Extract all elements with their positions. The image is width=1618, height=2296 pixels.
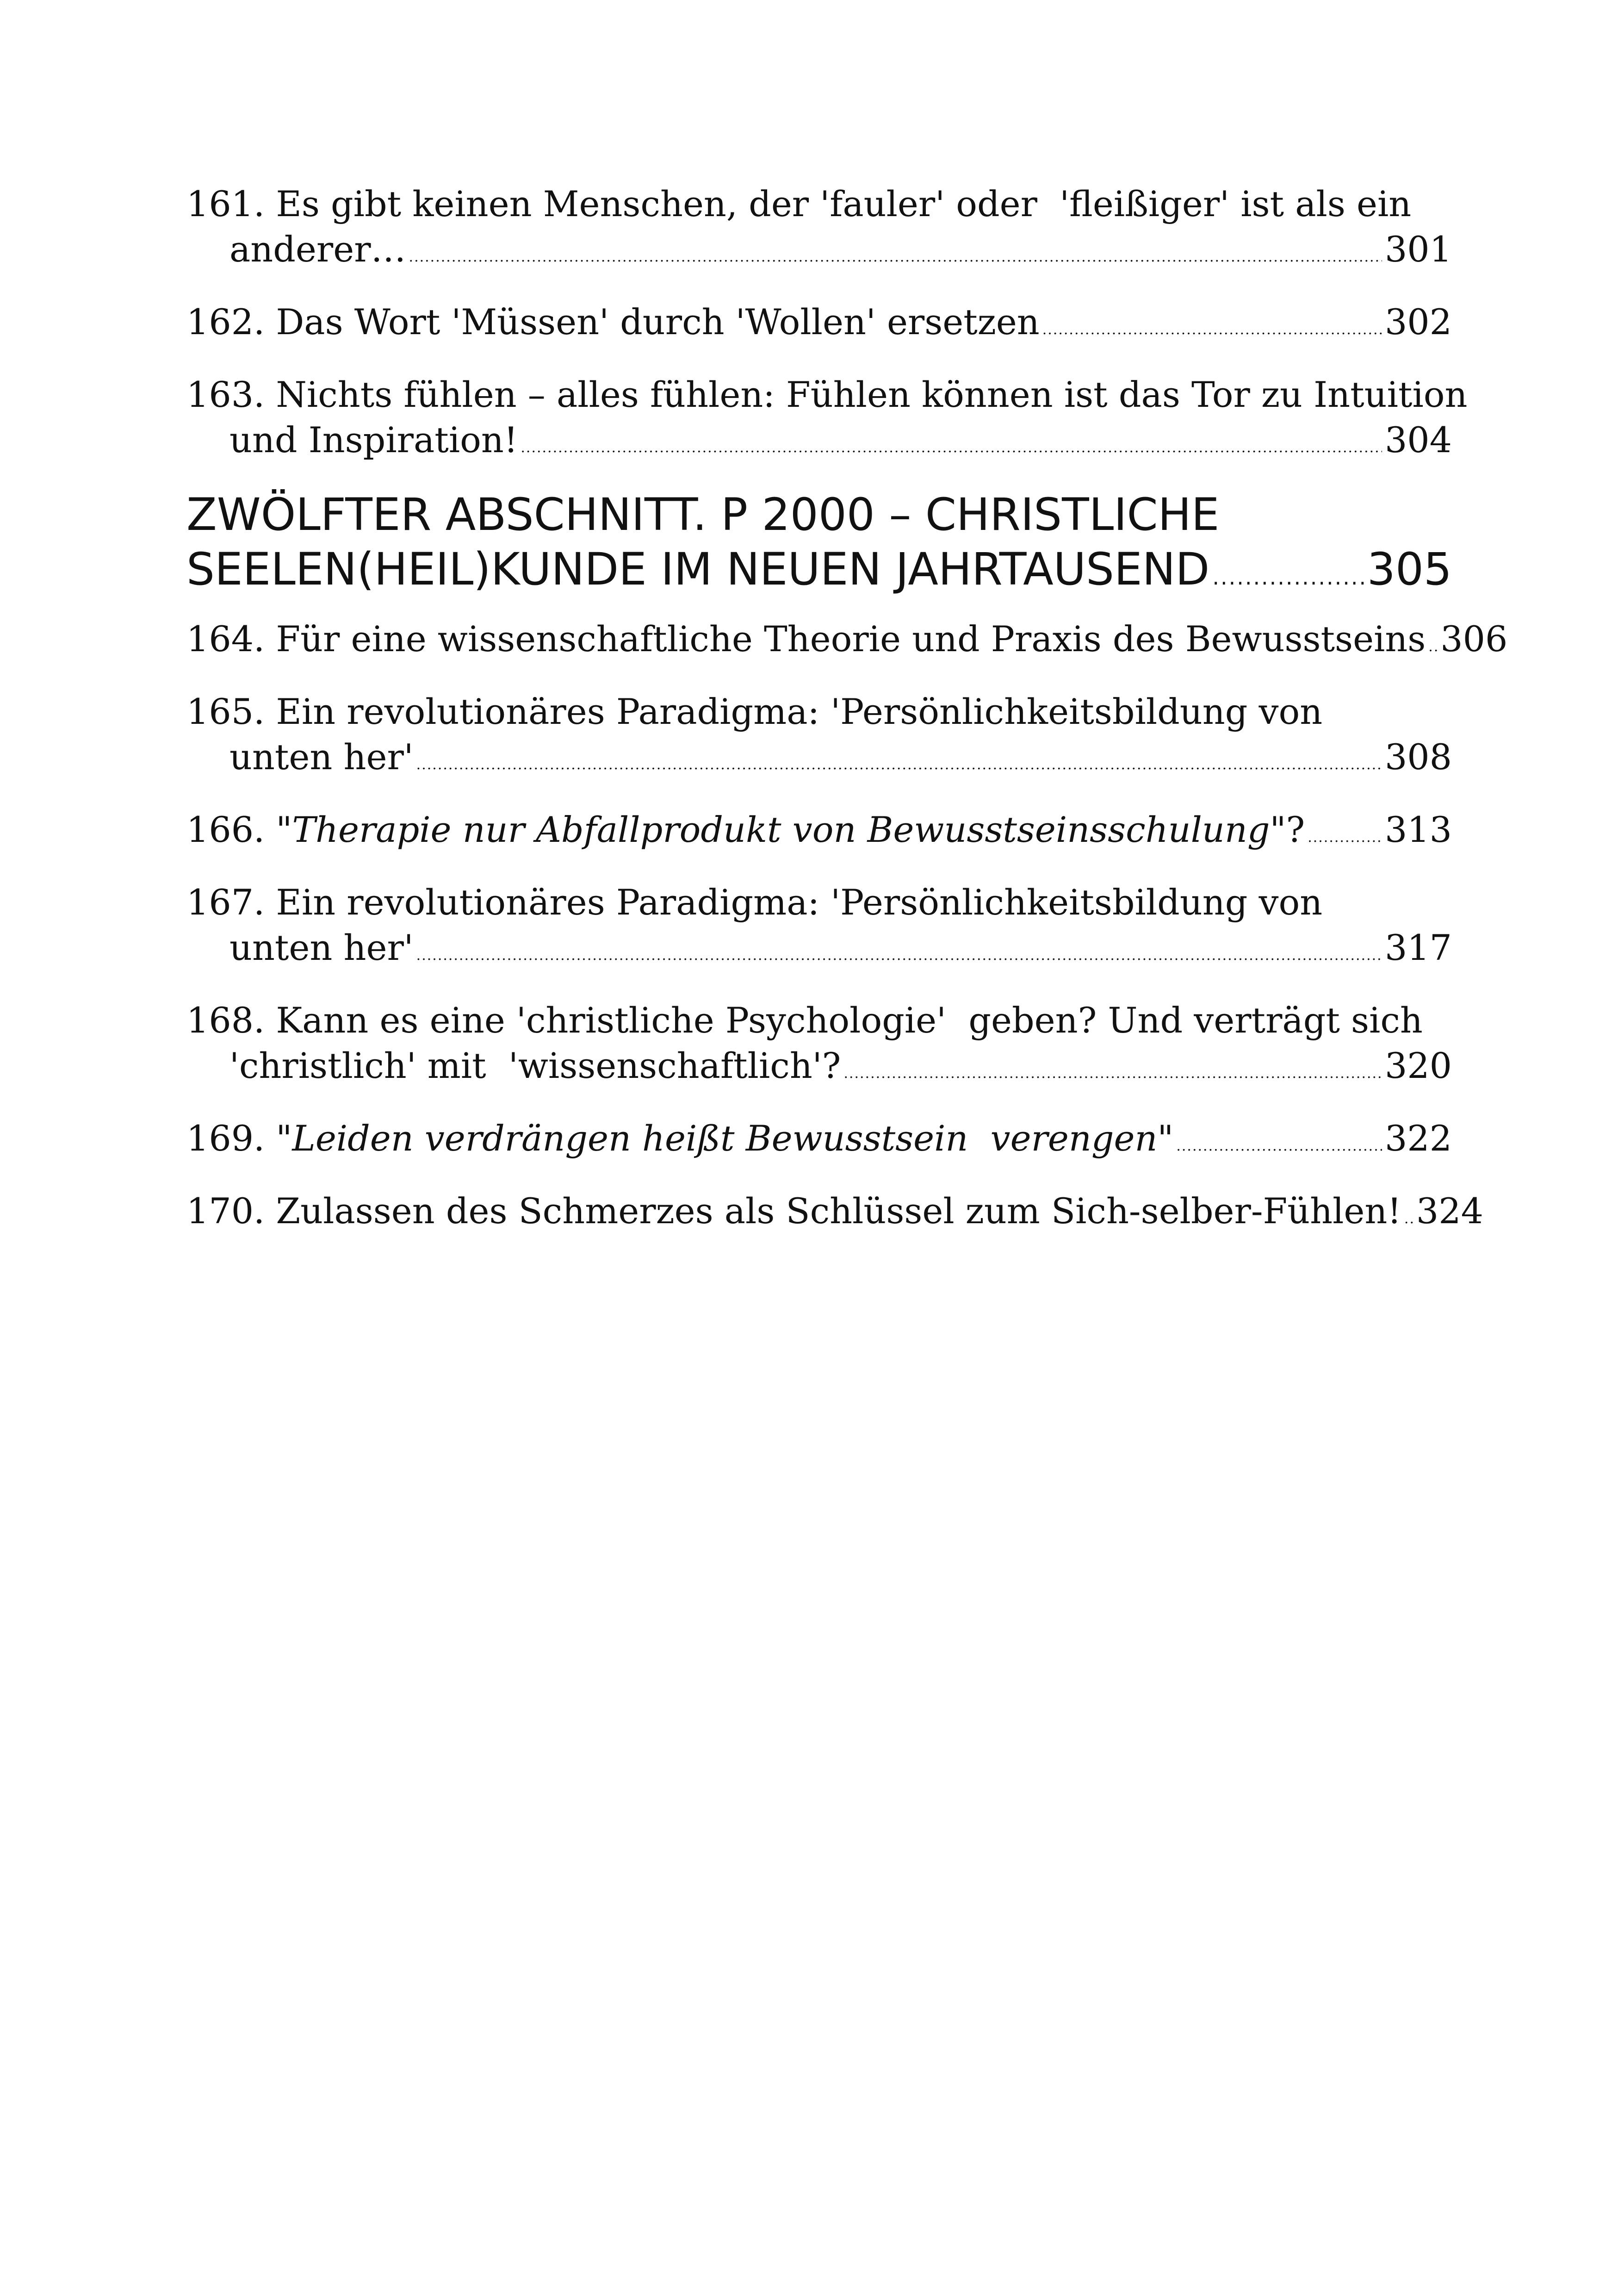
toc-page-number: 324 xyxy=(1416,1190,1483,1232)
dot-leader xyxy=(409,235,1382,280)
toc-entry-title: 162. Das Wort 'Müssen' durch 'Wollen' ersetzen xyxy=(186,301,1040,342)
toc-page-number: 308 xyxy=(1384,736,1452,778)
toc-page-number: 301 xyxy=(1384,229,1452,270)
toc-page-number: 302 xyxy=(1384,301,1452,342)
toc-entry-164[interactable] xyxy=(186,616,1508,670)
toc-entry-167[interactable] xyxy=(186,880,1452,978)
dot-leader xyxy=(1212,550,1364,604)
toc-page-number: 306 xyxy=(1440,618,1508,660)
toc-page-number: 305 xyxy=(1367,543,1452,595)
toc-entry-163[interactable] xyxy=(186,372,1468,471)
section-title: ZWÖLFTER ABSCHNITT. P 2000 – CHRISTLICHE xyxy=(186,489,1220,541)
toc-entry-suffix: ? xyxy=(1286,809,1305,850)
toc-entry-title: 164. Für eine wissenschaftliche Theorie und Praxis des Bewusstseins xyxy=(186,618,1426,660)
toc-entry-title: 170. Zulassen des Schmerzes als Schlüssel zum Sich-selber-Fühlen! xyxy=(186,1190,1401,1232)
toc-entry-title-cont: anderer… xyxy=(229,229,406,270)
dot-leader xyxy=(1428,624,1438,670)
toc-page-number: 322 xyxy=(1384,1118,1452,1159)
toc-page-number: 320 xyxy=(1384,1045,1452,1086)
toc-entry-title: 168. Kann es eine 'christliche Psychologie' geben? Und verträgt sich xyxy=(186,1000,1423,1041)
toc-entry-166[interactable] xyxy=(186,807,1452,860)
toc-entry-number: 169. xyxy=(186,1118,276,1159)
toc-entry-169[interactable] xyxy=(186,1116,1452,1169)
toc-page-number: 313 xyxy=(1384,809,1452,850)
toc-entry-title-cont: 'christlich' mit 'wissenschaftlich'? xyxy=(229,1045,841,1086)
toc-entry-title-cont: unten her' xyxy=(229,927,414,968)
toc-entry-168[interactable] xyxy=(186,998,1452,1096)
dot-leader xyxy=(843,1051,1382,1096)
dot-leader xyxy=(416,742,1382,788)
dot-leader xyxy=(1308,815,1382,860)
toc-entry-title: 163. Nichts fühlen – alles fühlen: Fühlen können ist das Tor zu Intuition xyxy=(186,374,1468,415)
dot-leader xyxy=(521,425,1382,471)
dot-leader xyxy=(1176,1124,1382,1169)
dot-leader xyxy=(416,933,1382,978)
toc-entry-title-cont: unten her' xyxy=(229,736,414,778)
toc-entry-title-cont: und Inspiration! xyxy=(229,419,518,460)
toc-entry-161[interactable] xyxy=(186,181,1452,280)
toc-section-12[interactable] xyxy=(186,487,1452,604)
toc-page-number: 317 xyxy=(1384,927,1452,968)
toc-entry-title-italic: "Therapie nur Abfallprodukt von Bewusstseinsschulung" xyxy=(276,809,1286,850)
table-of-contents xyxy=(186,181,1508,1242)
toc-entry-162[interactable] xyxy=(186,299,1452,353)
toc-entry-number: 166. xyxy=(186,809,276,850)
toc-entry-title: 167. Ein revolutionäres Paradigma: 'Persönlichkeitsbildung von xyxy=(186,882,1323,923)
toc-entry-title-italic: "Leiden verdrängen heißt Bewusstsein verengen" xyxy=(276,1118,1174,1159)
toc-entry-title: 161. Es gibt keinen Menschen, der 'fauler' oder 'fleißiger' ist als ein xyxy=(186,183,1412,224)
section-title-cont: SEELEN(HEIL)KUNDE IM NEUEN JAHRTAUSEND xyxy=(186,543,1210,595)
toc-page-number: 304 xyxy=(1384,419,1452,460)
toc-entry-165[interactable] xyxy=(186,689,1452,788)
toc-entry-170[interactable] xyxy=(186,1188,1483,1242)
toc-entry-title: 165. Ein revolutionäres Paradigma: 'Persönlichkeitsbildung von xyxy=(186,691,1323,732)
dot-leader xyxy=(1404,1196,1413,1242)
dot-leader xyxy=(1042,307,1382,353)
